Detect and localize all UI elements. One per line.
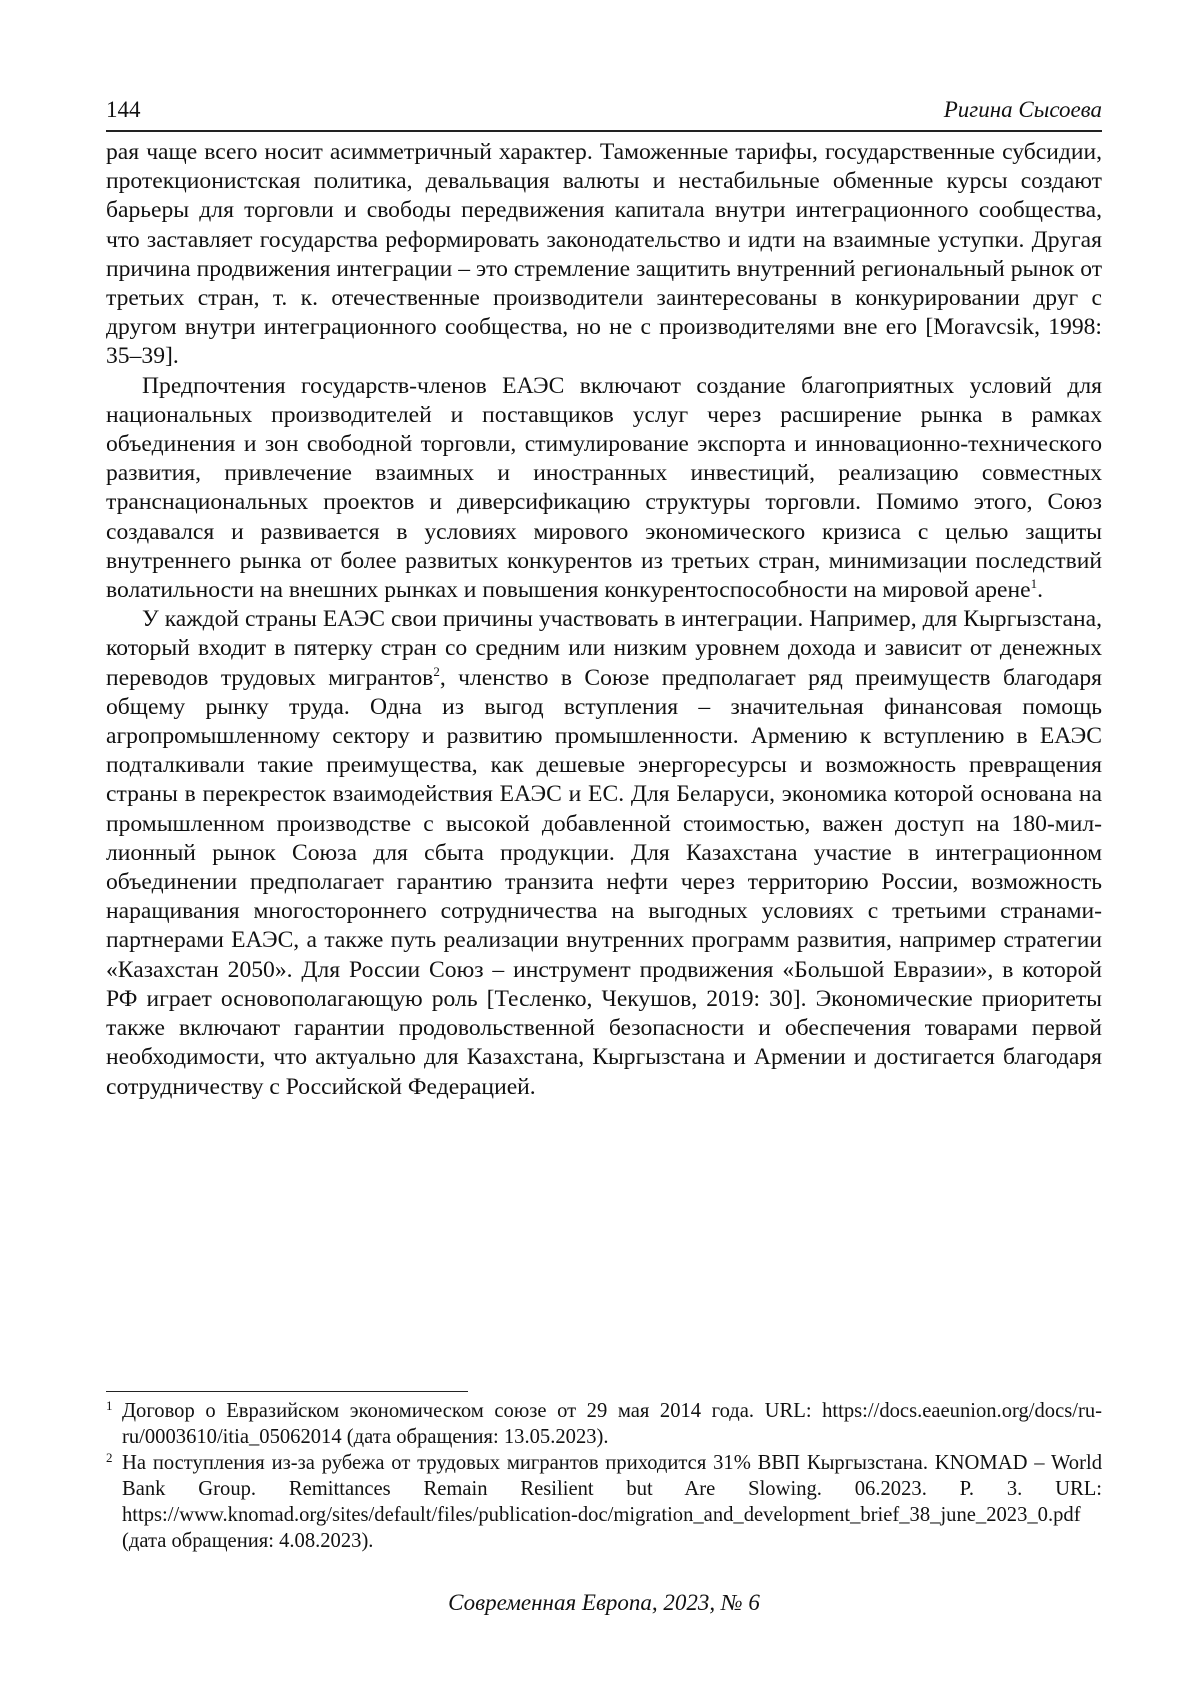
footnote-divider: [106, 1391, 468, 1392]
footnote-2-mark: 2: [106, 1450, 113, 1465]
running-head-author: Ригина Сысоева: [943, 97, 1102, 122]
footnote-1-text: Договор о Евразийском экономическом союзе от 29 мая 2014 года. URL: https://docs.eaeunion.org/docs/ru-ru/0003610/itia_05062014 (дата обращения: 13.05.2023).: [122, 1400, 1102, 1448]
paragraph-1-text: рая чаще всего носит асимметричный характер. Таможенные тарифы, государственные субсидии, протекционистская политика, девальвация валюты и нестабильные обменные курсы создают барьеры для торговли и свободы передвижения капитала внутри интеграционного сообщества, что заставляет государства реформировать законодательство и идти на взаимные уступки. Другая причина продвижения интеграции – это стремление защитить внутренний региональный рынок от третьих стран, т. к. отечественные производители заинтересованы в конкурировании друг с другом внутри интеграционного сообщества, но не с производителями вне его [Moravcsik, 1998: 35–39].: [106, 139, 1102, 370]
page: [106, 96, 1102, 1102]
footnote-2-text: На поступления из-за рубежа от трудовых мигрантов приходится 31% ВВП Кыргызстана. KNOMAD – World Bank Group. Remittances Remain Resilient but Are Slowing. 06.2023. P. 3. URL: https://www.knomad.org/sites/default/files/publication-doc/migration_and_development_brief_38_june_2023_0.pdf (дата обращения: 4.08.2023).: [122, 1452, 1102, 1552]
running-header: [106, 96, 1102, 132]
footnotes: [106, 1398, 1102, 1554]
page-number: 144: [106, 97, 141, 122]
footnote-ref-2[interactable]: 2: [433, 663, 440, 679]
paragraph-3-tail: , членство в Союзе предполагает ряд преимуществ благодаря общему рынку труда. Одна из выгод вступления – значительная финансовая помощь агропромышленному сектору и развитию промышленности. Армению к вступлению в ЕАЭС подталкивали такие преимущества, как дешевые энергоресурсы и возможность превращения страны в перекресток взаимодействия ЕАЭС и ЕС. Для Беларуси, экономика которой основана на промышленном производстве с высокой добавленной стоимостью, важен доступ на 180-миллионный рынок Союза для сбыта продукции. Для Казахстана участие в интеграционном объединении предполагает гарантию транзита нефти через территорию России, возможность наращивания многостороннего сотрудничества на выгодных условиях с третьими странами-партнерами ЕАЭС, а также путь реализации внутренних программ развития, например стратегии «Казахстан 2050». Для России Союз – инструмент продвижения «Большой Евразии», в которой РФ играет основополагающую роль [Тесленко, Чекушов, 2019: 30]. Экономические приоритеты также включают гарантии продовольственной безопасности и обеспечения товарами первой необходимости, что актуально для Казахстана, Кыргызстана и Армении и достигается благодаря сотрудничеству с Российской Федерацией.: [106, 664, 1102, 1100]
footnote-1: [106, 1398, 1102, 1450]
article-body: [106, 138, 1102, 1102]
paragraph-2-tail: .: [1037, 577, 1044, 604]
running-footer-journal: Современная Европа, 2023, № 6: [448, 1590, 760, 1615]
paragraph-2: [106, 372, 1102, 606]
paragraph-3: [106, 605, 1102, 1101]
paragraph-3-text: У каждой страны ЕАЭС свои причины участвовать в интеграции. Например, для Кыргызстана, который входит в пятерку стран со средним или низким уровнем дохода и зависит от денежных переводов трудовых мигрантов: [106, 606, 1102, 691]
paragraph-1: [106, 138, 1102, 372]
paragraph-2-text: Предпочтения государств-членов ЕАЭС включают создание благоприятных условий для национальных производителей и поставщиков услуг через расширение рынка в рамках объединения и зон свободной торговли, стимулирование экспорта и инновационно-технического развития, привлечение взаимных и иностранных инвестиций, реализацию совместных транснациональных проектов и диверсификацию структуры торговли. Помимо этого, Союз создавался и развивается в условиях мирового экономического кризиса с целью защиты внутреннего рынка от более развитых конкурентов из третьих стран, минимизации последствий волатильности на внешних рынках и повышения конкурентоспособности на мировой арене: [106, 372, 1102, 604]
footnote-ref-1[interactable]: 1: [1030, 576, 1038, 592]
footnote-1-mark: 1: [106, 1398, 113, 1413]
footnote-2: [106, 1450, 1102, 1554]
